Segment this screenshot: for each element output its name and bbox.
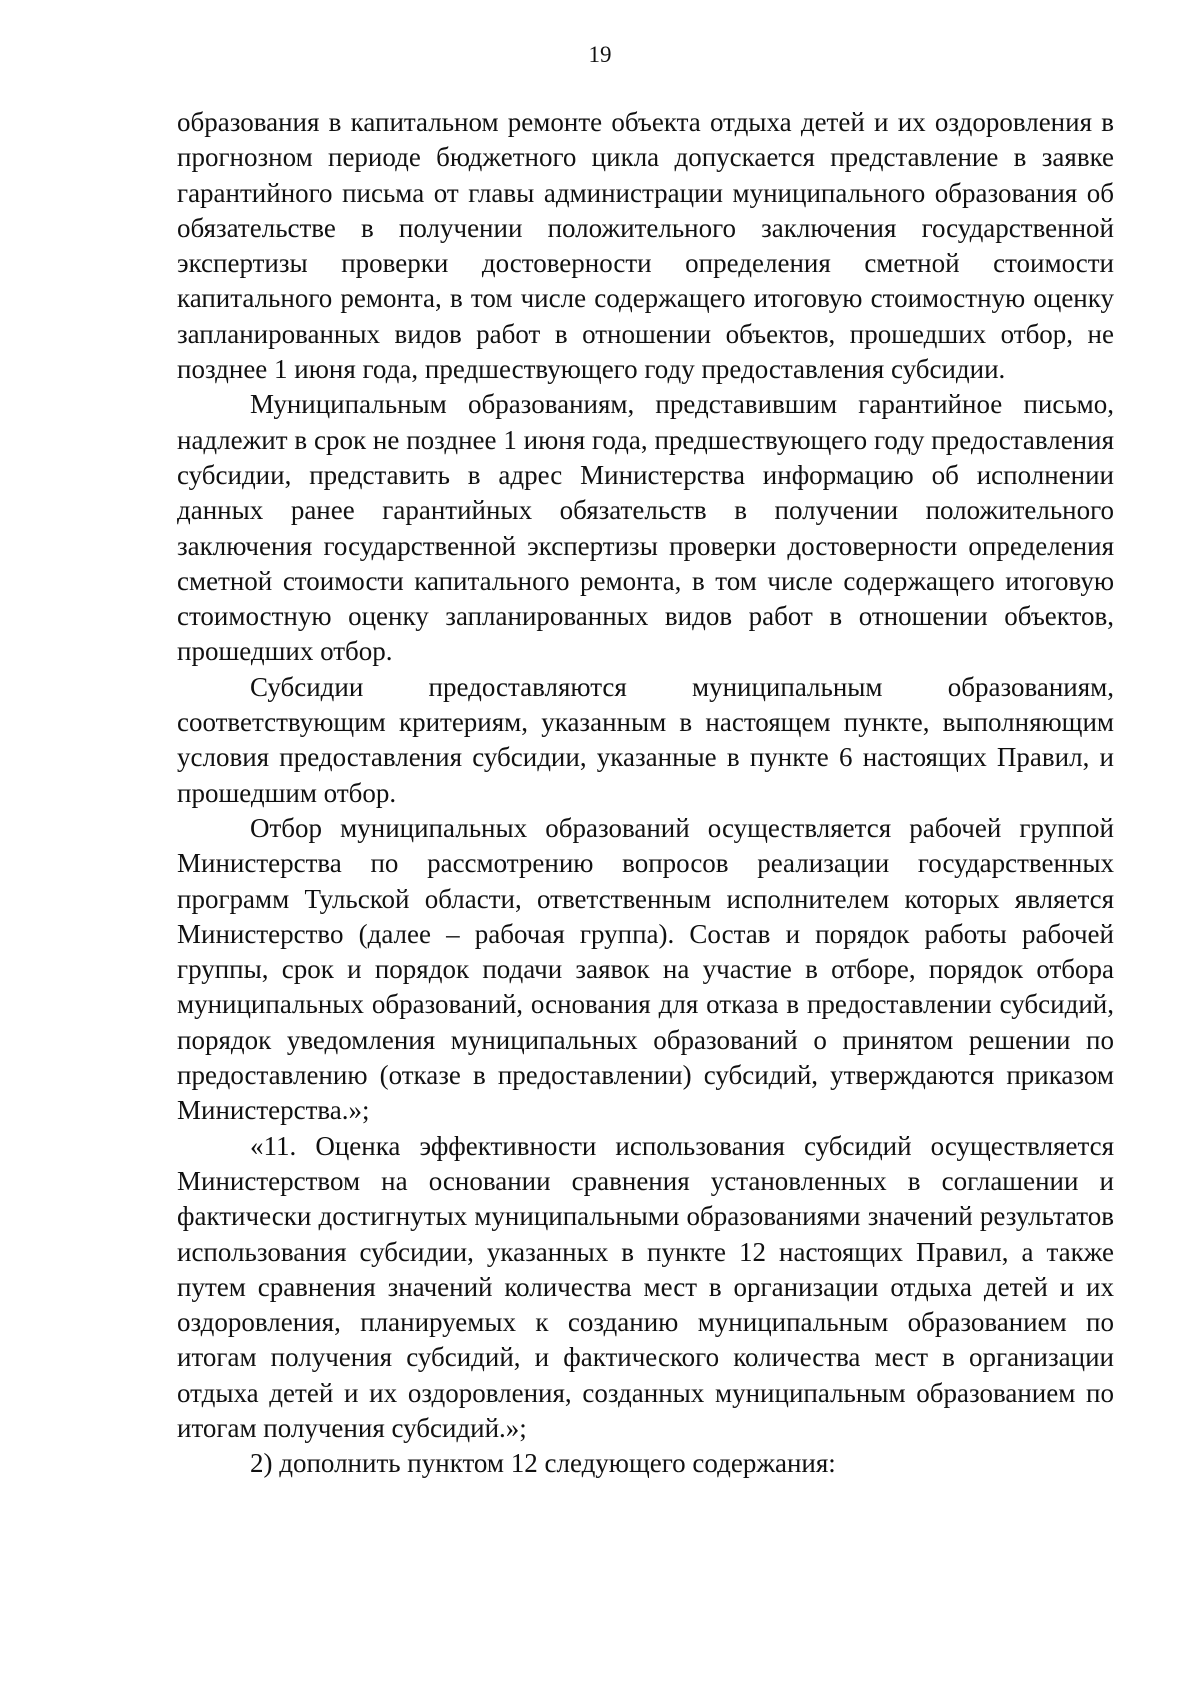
document-body bbox=[177, 105, 1114, 1482]
paragraph-selection-working-group: Отбор муниципальных образований осуществляется рабочей группой Министерства по рассмотрению вопросов реализации государственных программ Тульской области, ответственным исполнителем которых является Министерство (далее – рабочая группа). Состав и порядок работы рабочей группы, срок и порядок подачи заявок на участие в отборе, порядок отбора муниципальных образований, основания для отказа в предоставлении субсидий, порядок уведомления муниципальных образований о принятом решении по предоставлению (отказе в предоставлении) субсидий, утверждаются приказом Министерства.»; bbox=[177, 812, 1114, 1126]
paragraph-continuation: образования в капитальном ремонте объекта отдыха детей и их оздоровления в прогнозном периоде бюджетного цикла допускается представление в заявке гарантийного письма от главы администрации муниципального образования об обязательстве в получении положительного заключения государственной экспертизы проверки достоверности определения сметной стоимости капитального ремонта, в том числе содержащего итоговую стоимостную оценку запланированных видов работ в отношении объектов, прошедших отбор, не позднее 1 июня года, предшествующего году предоставления субсидии. bbox=[177, 107, 1114, 385]
paragraph-guarantee-letter: Муниципальным образованиям, представившим гарантийное письмо, надлежит в срок не позднее 1 июня года, предшествующего году предоставления субсидии, представить в адрес Министерства информацию об исполнении данных ранее гарантийных обязательств в получении положительного заключения государственной экспертизы проверки достоверности определения сметной стоимости капитального ремонта, в том числе содержащего итоговую стоимостную оценку запланированных видов работ в отношении объектов, прошедших отбор. bbox=[177, 389, 1114, 667]
paragraph-amendment-item-12: 2) дополнить пунктом 12 следующего содержания: bbox=[250, 1448, 836, 1479]
page-number: 19 bbox=[588, 42, 612, 67]
paragraph-item-11-efficiency: «11. Оценка эффективности использования субсидий осуществляется Министерством на основании сравнения установленных в соглашении и фактически достигнутых муниципальными образованиями значений результатов использования субсидии, указанных в пункте 12 настоящих Правил, а также путем сравнения значений количества мест в организации отдыха детей и их оздоровления, планируемых к созданию муниципальным образованием по итогам получения субсидий, и фактического количества мест в организации отдыха детей и их оздоровления, созданных муниципальным образованием по итогам получения субсидий.»; bbox=[177, 1130, 1114, 1443]
paragraph-subsidies-provided: Субсидии предоставляются муниципальным образованиям, соответствующим критериям, указанным в настоящем пункте, выполняющим условия предоставления субсидии, указанные в пункте 6 настоящих Правил, и прошедшим отбор. bbox=[177, 671, 1114, 808]
